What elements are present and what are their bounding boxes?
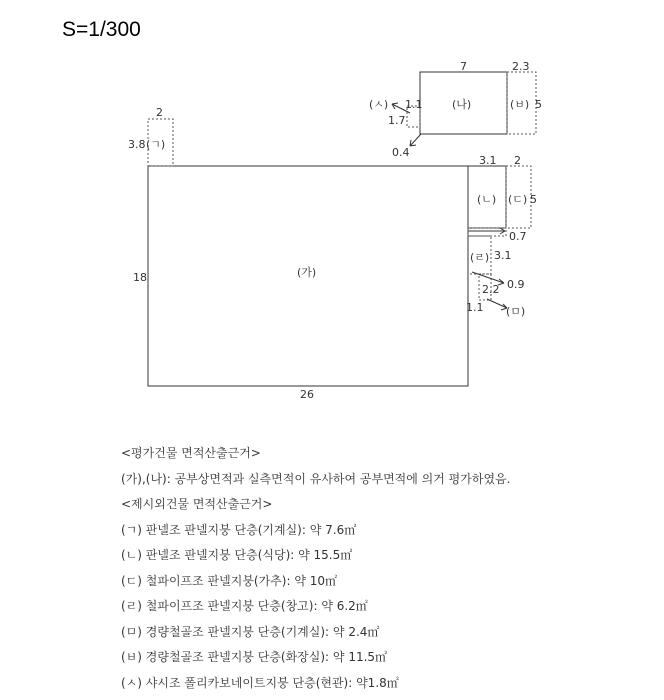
annex-r <box>468 228 506 236</box>
annex-n-label: (ㄴ) <box>477 193 497 206</box>
annex-d-label: (ㄷ) <box>508 193 528 206</box>
annex-b-height: 5 <box>535 98 542 111</box>
scale-label: S=1/300 <box>62 18 141 41</box>
annex-r-dim2: 3.1 <box>494 249 512 262</box>
annex-m-label-arrow-icon <box>487 299 507 310</box>
notes-item: (ㄱ) 판넬조 판넬지붕 단층(기계실): 약 7.6㎡ <box>121 522 357 537</box>
notes-item: (ㄷ) 철파이프조 판넬지붕(가추): 약 10㎡ <box>121 573 337 588</box>
annex-g-height: 3.8 <box>128 138 146 151</box>
annex-s-dim1: 1.1 <box>405 98 423 111</box>
building-ga-width: 26 <box>300 388 314 401</box>
notes-item: (ㅂ) 경량철골조 판넬지붕 단층(화장실): 약 11.5㎡ <box>121 650 388 664</box>
notes-item: (ㄴ) 판넬조 판넬지붕 단층(식당): 약 15.5㎡ <box>121 548 353 562</box>
annex-d-width: 2 <box>514 154 521 167</box>
building-na-label: (나) <box>452 98 472 111</box>
annex-s-dim3: 0.4 <box>392 146 410 159</box>
notes-item: (ㅁ) 경량철골조 판넬지붕 단층(기계실): 약 2.4㎡ <box>121 624 380 639</box>
annex-r-arrow-icon <box>468 228 505 234</box>
annex-s-dim3-arrow-icon <box>410 134 421 146</box>
notes-title-extra: <제시외건물 면적산출근거> <box>121 497 273 511</box>
building-ga-height: 18 <box>133 271 147 284</box>
annex-r-dim1: 0.7 <box>509 230 527 243</box>
notes-item: (ㄹ) 철파이프조 판넬지붕 단층(창고): 약 6.2㎡ <box>121 599 368 613</box>
annex-d-height: 5 <box>530 193 537 206</box>
notes-item: (ㅅ) 샤시조 폴리카보네이트지붕 단층(현관): 약1.8㎡ <box>121 675 399 690</box>
annex-m-dim3: 1.1 <box>466 301 484 314</box>
annex-s-dim2: 1.7 <box>388 114 406 127</box>
annex-r-label: (ㄹ) <box>470 251 490 264</box>
building-ga-label: (가) <box>297 266 317 279</box>
annex-g-width: 2 <box>156 106 163 119</box>
annex-n-width: 3.1 <box>479 154 497 167</box>
annex-s-label: (ㅅ) <box>369 98 389 111</box>
area-notes <box>121 441 641 696</box>
annex-g-label: (ㄱ) <box>146 138 166 151</box>
building-na-width: 7 <box>460 60 467 73</box>
annex-b-width: 2.3 <box>512 60 530 73</box>
annex-m-dim2: 2.2 <box>482 283 500 296</box>
annex-m-label: (ㅁ) <box>506 305 526 318</box>
notes-line-evaluation: (가),(나): 공부상면적과 실측면적이 유사하여 공부면적에 의거 평가하였음. <box>121 471 511 486</box>
annex-b-label: (ㅂ) <box>510 98 530 111</box>
notes-title-evaluation: <평가건물 면적산출근거> <box>121 446 261 460</box>
annex-m-dim1: 0.9 <box>507 278 525 291</box>
